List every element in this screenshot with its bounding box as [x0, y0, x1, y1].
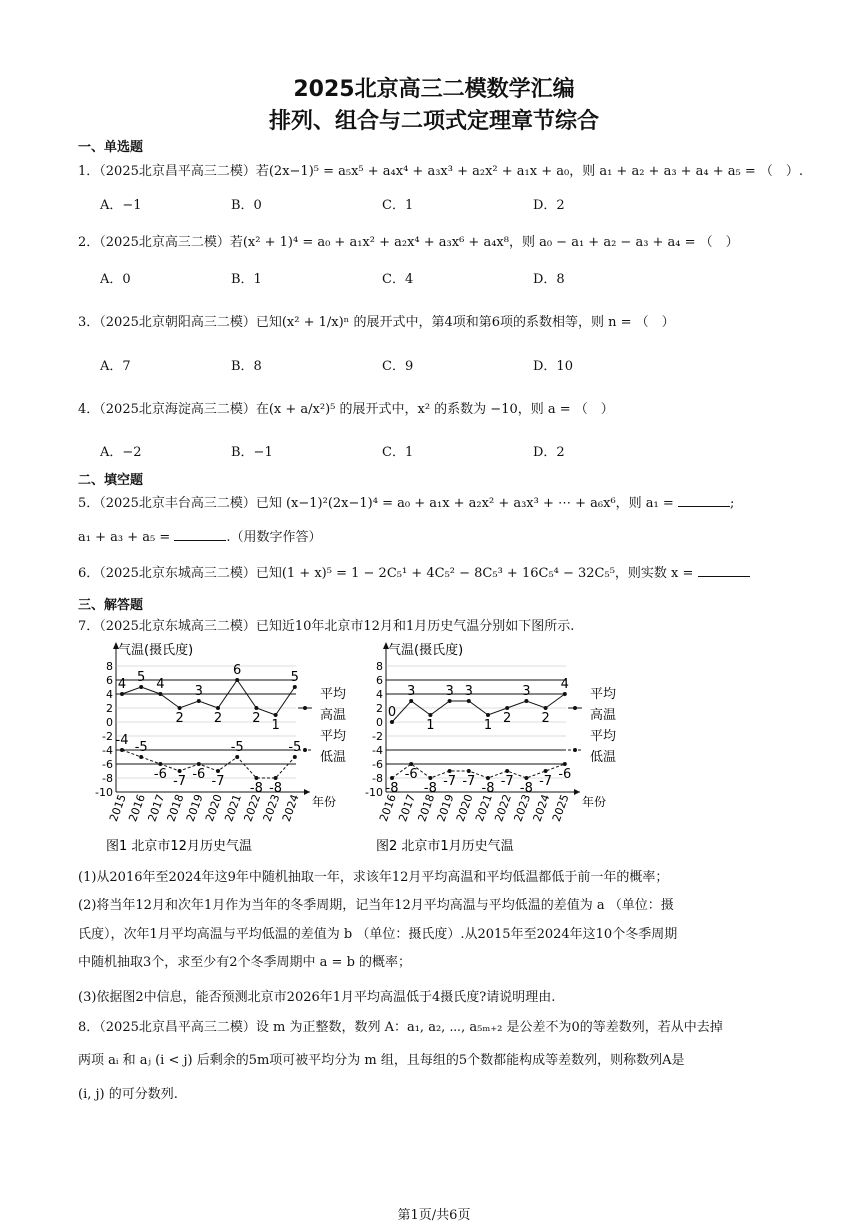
data-label: -6 [192, 767, 206, 782]
question-7-part-3: (3)依据图2中信息，能否预测北京市2026年1月平均高温低于4摄氏度?请说明理由. [78, 990, 556, 1005]
q4-option-d: D．2 [533, 445, 565, 460]
y-tick-label: 8 [106, 660, 113, 673]
y-tick-label: -2 [102, 730, 113, 743]
point-high [178, 706, 182, 710]
y-tick-label: -10 [95, 786, 113, 799]
section-answer: 三、解答题 [78, 598, 144, 613]
data-label: 2 [252, 711, 261, 726]
data-label: -7 [500, 774, 514, 789]
y-tick-label: 4 [106, 688, 113, 701]
q2-option-a: A．0 [100, 272, 131, 287]
q3-option-d: D．10 [533, 359, 573, 374]
q2-option-b: B．1 [231, 272, 262, 287]
y-tick-label: -2 [372, 730, 383, 743]
data-label: -8 [249, 781, 263, 796]
legend-label: 低温 [590, 750, 617, 765]
data-label: 0 [387, 705, 397, 720]
point-low [235, 755, 239, 759]
data-label: 5 [137, 670, 146, 685]
point-low [467, 769, 471, 773]
page-footer: 第1页/共6页 [397, 1208, 471, 1223]
legend-label: 平均 [320, 687, 347, 702]
data-label: -6 [153, 767, 167, 782]
point-high [293, 685, 297, 689]
q2-option-d: D．8 [533, 272, 565, 287]
x-axis-label: 年份 [312, 795, 337, 809]
legend-label: 平均 [590, 687, 617, 702]
data-label: -6 [404, 767, 418, 782]
q4-option-b: B．−1 [231, 445, 273, 460]
point-high [216, 706, 220, 710]
y-tick-label: 0 [106, 716, 113, 729]
x-tick-label: 2021 [222, 792, 245, 824]
data-label: -6 [558, 767, 572, 782]
question-5: 5．（2025北京丰台高三二模）已知 (x−1)²(2x−1)⁴ = a₀ + a₁x + a₂x² + a₃x³ + ⋯ + a₆x⁶，则 a₁ = ; [78, 496, 735, 511]
data-label: -7 [173, 774, 187, 789]
point-high [139, 685, 143, 689]
y-axis-label: 气温(摄氏度) [388, 643, 464, 658]
data-label: 2 [541, 711, 550, 726]
y-tick-label: 2 [106, 702, 113, 715]
x-tick-label: 2020 [453, 792, 476, 824]
x-tick-label: 2023 [260, 792, 283, 824]
answer-blank [174, 528, 226, 541]
question-5-note: .（用数字作答） [226, 530, 322, 545]
data-label: 3 [522, 684, 531, 699]
point-low [178, 769, 182, 773]
x-tick-label: 2019 [434, 792, 457, 824]
y-tick-label: -4 [102, 744, 113, 757]
q3-option-c: C．9 [382, 359, 414, 374]
series-line-high [122, 680, 295, 715]
point-low [524, 776, 528, 780]
data-label: 1 [426, 718, 435, 733]
x-tick-label: 2016 [126, 792, 149, 824]
x-tick-label: 2021 [473, 792, 495, 824]
point-high [409, 699, 413, 703]
point-high [524, 699, 528, 703]
data-label: -7 [211, 774, 225, 789]
answer-blank [678, 494, 730, 507]
point-low [409, 762, 413, 766]
page-subtitle: 排列、组合与二项式定理章节综合 [268, 109, 599, 134]
legend-marker-high [303, 706, 307, 710]
x-tick-label: 2018 [415, 792, 438, 824]
point-high [486, 713, 490, 717]
data-label: 1 [483, 718, 493, 733]
q1-option-d: D．2 [533, 198, 565, 213]
point-low [158, 762, 162, 766]
legend-label: 高温 [590, 708, 617, 723]
data-label: -8 [269, 781, 283, 796]
y-tick-label: 4 [376, 688, 383, 701]
point-low [254, 776, 258, 780]
y-tick-label: 6 [106, 674, 113, 687]
point-high [448, 699, 452, 703]
data-label: 3 [407, 684, 416, 699]
legend-label: 高温 [320, 708, 347, 723]
data-label: 3 [464, 684, 473, 699]
data-label: -7 [462, 774, 476, 789]
x-tick-label: 2024 [279, 792, 302, 824]
data-label: -8 [385, 781, 399, 796]
y-axis-label: 气温(摄氏度) [118, 643, 194, 658]
point-low [293, 755, 297, 759]
point-low [390, 776, 394, 780]
point-low [505, 769, 509, 773]
point-high [428, 713, 432, 717]
legend-marker-high [573, 706, 577, 710]
data-label: -7 [443, 774, 457, 789]
question-4: 4．（2025北京海淀高三二模）在(x + a/x²)⁵ 的展开式中，x² 的系数为 −10，则 a = （ ） [78, 402, 614, 417]
point-high [235, 678, 239, 682]
legend-label: 平均 [320, 729, 347, 744]
point-low [274, 776, 278, 780]
question-8-cont: 两项 aᵢ 和 aⱼ (i < j) 后剩余的5m项可被平均分为 m 组，且每组的5个数都能构成等差数列，则称数列A是 [78, 1053, 685, 1068]
question-1: 1．（2025北京昌平高三二模）若(2x−1)⁵ = a₅x⁵ + a₄x⁴ + a₃x³ + a₂x² + a₁x + a₀，则 a₁ + a₂ + a₃ + a₄ + a₅ = （ ）. [78, 164, 804, 179]
data-label: 2 [175, 711, 184, 726]
x-tick-label: 2020 [203, 792, 225, 824]
question-5-cont [78, 526, 322, 545]
question-7-part-2: (2)将当年12月和次年1月作为当年的冬季周期，记当年12月平均高温与平均低温的差值为 a （单位：摄 [78, 898, 674, 913]
legend-marker-low [573, 748, 577, 752]
x-tick-label: 2017 [145, 792, 168, 824]
x-tick-label: 2015 [107, 792, 129, 824]
legend-label: 低温 [320, 750, 347, 765]
question-8: 8．（2025北京昌平高三二模）设 m 为正整数，数列 A：a₁, a₂, ⋯, a₅ₘ₊₂ 是公差不为0的等差数列，若从中去掉 [78, 1020, 723, 1035]
point-low [139, 755, 143, 759]
data-label: -8 [519, 781, 533, 796]
q4-option-a: A．−2 [100, 445, 142, 460]
question-3: 3．（2025北京朝阳高三二模）已知(x² + 1/x)ⁿ 的展开式中，第4项和第6项的系数相等，则 n = （ ） [78, 315, 675, 330]
chart-january [356, 638, 632, 856]
data-label: 2 [503, 711, 512, 726]
data-label: -8 [481, 781, 495, 796]
data-label: -4 [115, 733, 129, 748]
q3-option-b: B．8 [231, 359, 262, 374]
question-7-part-2-end: 中随机抽取3个，求至少有2个冬季周期中 a = b 的概率； [78, 955, 412, 970]
q3-option-a: A．7 [100, 359, 131, 374]
point-high [505, 706, 509, 710]
x-tick-label: 2017 [396, 792, 419, 824]
point-low [216, 769, 220, 773]
question-6 [78, 562, 750, 581]
point-high [544, 706, 548, 710]
y-tick-label: -10 [365, 786, 383, 799]
point-low [120, 748, 124, 752]
q1-option-b: B．0 [231, 198, 262, 213]
data-label: 6 [233, 663, 242, 678]
data-label: 2 [213, 711, 223, 726]
x-tick-label: 2024 [530, 792, 553, 824]
y-tick-label: 2 [376, 702, 383, 715]
question-2: 2．（2025北京高三二模）若(x² + 1)⁴ = a₀ + a₁x² + a₂x⁴ + a₃x⁶ + a₄x⁸，则 a₀ − a₁ + a₂ − a₃ + a₄ = （ ） [78, 235, 739, 250]
x-tick-label: 2016 [377, 792, 399, 824]
question-5-text-2: a₁ + a₃ + a₅ = [78, 530, 171, 545]
y-tick-label: 6 [376, 674, 383, 687]
answer-blank [698, 564, 750, 577]
point-high [197, 699, 201, 703]
point-low [428, 776, 432, 780]
data-label: 5 [290, 670, 299, 685]
point-low [197, 762, 201, 766]
point-high [254, 706, 258, 710]
point-low [544, 769, 548, 773]
data-label: -5 [288, 740, 302, 755]
point-high [563, 692, 567, 696]
point-high [467, 699, 471, 703]
chart-december [86, 638, 362, 856]
data-label: -8 [423, 781, 437, 796]
question-8-end: (i, j) 的可分数列. [78, 1087, 178, 1102]
question-5-text: 5．（2025北京丰台高三二模）已知 (x−1)²(2x−1)⁴ = a₀ + a₁x + a₂x² + a₃x³ + ⋯ + a₆x⁶，则 a₁ = [78, 496, 674, 511]
question-7: 7．（2025北京东城高三二模）已知近10年北京市12月和1月历史气温分别如下图所示. [78, 619, 575, 634]
data-label: 4 [560, 677, 569, 692]
point-low [448, 769, 452, 773]
point-high [390, 720, 394, 724]
x-tick-label: 2023 [511, 792, 534, 824]
y-tick-label: -4 [372, 744, 383, 757]
x-tick-label: 2022 [241, 792, 264, 824]
q1-option-a: A．−1 [100, 198, 142, 213]
legend-label: 平均 [590, 729, 617, 744]
y-tick-label: 0 [376, 716, 383, 729]
y-tick-label: -8 [372, 772, 383, 785]
y-tick-label: -8 [102, 772, 113, 785]
x-tick-label: 2025 [549, 792, 572, 824]
section-single-choice: 一、单选题 [78, 140, 144, 155]
data-label: -5 [230, 740, 244, 755]
x-tick-label: 2018 [164, 792, 187, 824]
data-label: -7 [539, 774, 553, 789]
section-fill-in: 二、填空题 [78, 473, 144, 488]
data-label: 1 [271, 718, 280, 733]
y-tick-label: -6 [372, 758, 383, 771]
page-title: 2025北京高三二模数学汇编 [293, 77, 575, 102]
chart-caption: 图2 北京市1月历史气温 [376, 839, 514, 854]
question-7-part-1: (1)从2016年至2024年这9年中随机抽取一年，求该年12月平均高温和平均低温都低于前一年的概率； [78, 870, 669, 885]
q4-option-c: C．1 [382, 445, 414, 460]
data-label: -5 [134, 740, 148, 755]
legend-marker-low [303, 748, 307, 752]
chart-caption: 图1 北京市12月历史气温 [106, 839, 252, 854]
question-7-part-2-cont: 氏度），次年1月平均高温与平均低温的差值为 b （单位：摄氏度）.从2015年至2024年这10个冬季周期 [78, 927, 678, 942]
data-label: 3 [194, 684, 203, 699]
point-high [120, 692, 124, 696]
q2-option-c: C．4 [382, 272, 414, 287]
point-high [274, 713, 278, 717]
q1-option-c: C．1 [382, 198, 414, 213]
data-label: 4 [117, 677, 127, 692]
point-low [486, 776, 490, 780]
point-low [563, 762, 567, 766]
x-tick-label: 2022 [492, 792, 515, 824]
y-tick-label: -6 [102, 758, 113, 771]
point-high [158, 692, 162, 696]
x-axis-arrow [574, 789, 580, 795]
y-tick-label: 8 [376, 660, 383, 673]
x-axis-arrow [304, 789, 310, 795]
x-tick-label: 2019 [183, 792, 206, 824]
data-label: 3 [445, 684, 454, 699]
x-axis-label: 年份 [582, 795, 607, 809]
question-6-text: 6．（2025北京东城高三二模）已知(1 + x)⁵ = 1 − 2C₅¹ + 4C₅² − 8C₅³ + 16C₅⁴ − 32C₅⁵，则实数 x = [78, 566, 694, 581]
data-label: 4 [156, 677, 165, 692]
